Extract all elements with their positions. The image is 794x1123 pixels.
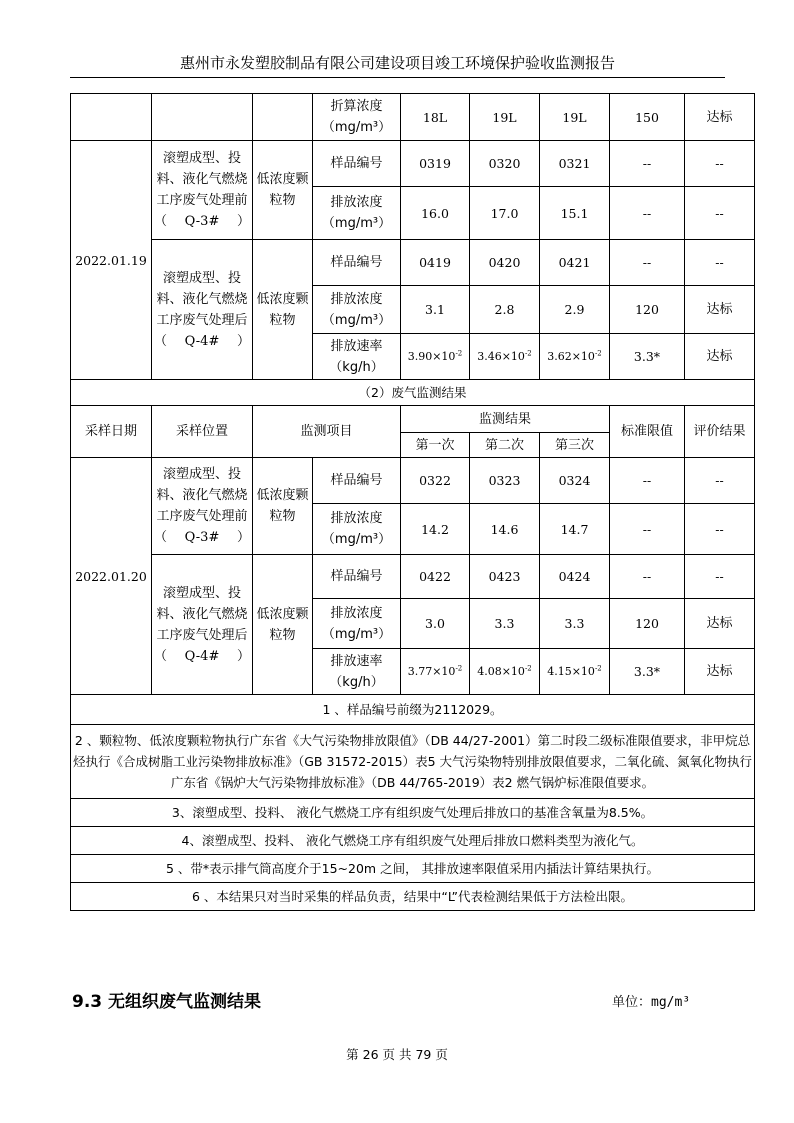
table-row [71,458,755,504]
item-label: 排放速率 [330,338,383,354]
limit-cell: 3.3* [610,334,685,380]
note-3: 3、滚塑成型、投料、 液化气燃烧工序有组织废气处理后排放口的基准含氧量为8.5%。 [71,799,755,827]
value-cell: 0324 [540,458,610,504]
limit-cell: 120 [610,286,685,334]
item-cell: 样品编号 [313,141,401,187]
header-location: 采样位置 [152,406,253,458]
empty-date-cell [71,94,152,141]
header-limit: 标准限值 [610,406,685,458]
note-row [71,725,755,799]
unit-label: （mg/m³） [321,626,392,642]
value-cell [470,649,540,695]
value-cell: 3.0 [401,599,470,649]
pollutant-cell: 低浓度颗粒物 [253,555,313,695]
result-cell: -- [685,555,755,599]
monitoring-table [70,93,755,911]
value-cell [470,334,540,380]
header-third: 第三次 [540,433,610,458]
limit-cell: -- [610,187,685,240]
value-cell: 14.7 [540,504,610,555]
limit-cell: -- [610,240,685,286]
location-cell: 滚塑成型、投料、液化气燃烧工序废气处理前（Q-3#） [152,141,253,240]
result-cell: 达标 [685,334,755,380]
header-evaluation: 评价结果 [685,406,755,458]
item-cell: 样品编号 [313,458,401,504]
value-cell: 0323 [470,458,540,504]
value-cell: 15.1 [540,187,610,240]
rate-mantissa: 3.77×10 [407,665,456,678]
section-heading: 9.3 无组织废气监测结果 [72,992,262,1012]
result-cell: -- [685,141,755,187]
item-cell [313,94,401,141]
value-cell: 3.1 [401,286,470,334]
value-cell [401,649,470,695]
result-cell: -- [685,187,755,240]
pollutant-cell: 低浓度颗粒物 [253,141,313,240]
item-cell [313,334,401,380]
table-row [71,555,755,599]
rate-mantissa: 4.15×10 [547,665,595,678]
value-cell: 16.0 [401,187,470,240]
item-cell [313,504,401,555]
value-cell: 19L [470,94,540,141]
empty-location-cell [152,94,253,141]
table-row [71,141,755,187]
value-cell: 0319 [401,141,470,187]
result-cell: 达标 [685,286,755,334]
limit-cell: 3.3* [610,649,685,695]
item-cell [313,649,401,695]
value-cell: 14.6 [470,504,540,555]
item-label: 排放浓度 [330,291,383,307]
item-cell: 样品编号 [313,555,401,599]
value-cell: 3.3 [470,599,540,649]
value-cell: 0321 [540,141,610,187]
note-row [71,695,755,725]
section-title: （2）废气监测结果 [71,380,755,406]
value-cell: 2.9 [540,286,610,334]
result-cell: 达标 [685,649,755,695]
location-cell: 滚塑成型、投料、液化气燃烧工序废气处理后（Q-4#） [152,555,253,695]
rate-exponent: -2 [455,349,463,358]
item-label: 排放浓度 [330,605,383,621]
pollutant-cell: 低浓度颗粒物 [253,458,313,555]
rate-mantissa: 3.62×10 [547,350,595,363]
unit-label: （mg/m³） [321,532,392,547]
location-cell: 滚塑成型、投料、液化气燃烧工序废气处理后（Q-4#） [152,240,253,380]
note-row [71,855,755,883]
table-row [71,380,755,406]
header-results: 监测结果 [401,406,610,433]
result-cell: -- [685,504,755,555]
result-cell: -- [685,458,755,504]
result-cell: -- [685,240,755,286]
empty-pollutant-cell [253,94,313,141]
unit-label: （mg/m³） [321,312,392,328]
rate-exponent: -2 [594,349,602,358]
limit-cell: -- [610,141,685,187]
value-cell: 0424 [540,555,610,599]
unit-label: （mg/m³） [321,120,392,135]
note-row [71,799,755,827]
header-second: 第二次 [470,433,540,458]
item-cell [313,599,401,649]
rate-mantissa: 4.08×10 [477,665,525,678]
header-first: 第一次 [401,433,470,458]
value-cell: 0419 [401,240,470,286]
value-cell [401,334,470,380]
note-6: 6 、本结果只对当时采集的样品负责，结果中“L”代表检测结果低于方法检出限。 [71,883,755,911]
sample-date-cell: 2022.01.19 [71,141,152,380]
value-cell: 18L [401,94,470,141]
note-5: 5 、带*表示排气筒高度介于15~20m 之间， 其排放速率限值采用内插法计算结果执行。 [71,855,755,883]
value-cell: 0422 [401,555,470,599]
value-cell: 17.0 [470,187,540,240]
unit-label: （kg/h） [329,359,384,375]
rate-exponent: -2 [524,349,532,358]
note-4: 4、滚塑成型、投料、 液化气燃烧工序有组织废气处理后排放口燃料类型为液化气。 [71,827,755,855]
header-item: 监测项目 [253,406,401,458]
limit-cell: -- [610,504,685,555]
item-cell: 样品编号 [313,240,401,286]
item-label: 排放速率 [330,653,383,669]
note-row [71,827,755,855]
value-cell: 0420 [470,240,540,286]
value-cell: 0423 [470,555,540,599]
item-label: 排放浓度 [330,511,383,526]
unit-label: （kg/h） [329,674,384,690]
table-row [71,94,755,141]
rate-exponent: -2 [594,664,602,673]
item-label: 排放浓度 [330,195,383,210]
item-cell [313,286,401,334]
item-label: 折算浓度 [330,99,383,114]
result-cell: 达标 [685,94,755,141]
limit-cell: 150 [610,94,685,141]
unit-label: （mg/m³） [321,216,392,231]
rate-mantissa: 3.46×10 [477,350,525,363]
rate-exponent: -2 [455,664,463,673]
page-header: 惠州市永发塑胶制品有限公司建设项目竣工环境保护验收监测报告 [179,54,615,72]
note-1: 1 、样品编号前缀为2112029。 [71,695,755,725]
note-2: 2 、颗粒物、低浓度颗粒物执行广东省《大气污染物排放限值》（DB 44/27-2001）第二时段二级标准限值要求，非甲烷总烃执行《合成树脂工业污染物排放标准》（GB 31572-2015）表5 大气污染物特别排放限值要求，二氧化硫、氮氧化物执行广东省《锅炉大气污染物排放标准》（DB 44/765-2019）表2 燃气锅炉标准限值要求。 [71,725,755,799]
sample-date-cell: 2022.01.20 [71,458,152,695]
value-cell: 2.8 [470,286,540,334]
rate-mantissa: 3.90×10 [407,350,456,363]
note-row [71,883,755,911]
value-cell: 14.2 [401,504,470,555]
header-date: 采样日期 [71,406,152,458]
value-cell: 0320 [470,141,540,187]
value-cell: 0421 [540,240,610,286]
value-cell [540,334,610,380]
limit-cell: -- [610,458,685,504]
limit-cell: -- [610,555,685,599]
unit-label: 单位：mg/m³ [612,995,691,1010]
result-cell: 达标 [685,599,755,649]
location-cell: 滚塑成型、投料、液化气燃烧工序废气处理前（Q-3#） [152,458,253,555]
limit-cell: 120 [610,599,685,649]
value-cell: 19L [540,94,610,141]
table-header-row [71,406,755,433]
item-cell [313,187,401,240]
value-cell: 3.3 [540,599,610,649]
page-number: 第 26 页 共 79 页 [346,1047,448,1062]
table-row [71,240,755,286]
rate-exponent: -2 [524,664,532,673]
value-cell: 0322 [401,458,470,504]
value-cell [540,649,610,695]
header-rule [70,77,725,78]
pollutant-cell: 低浓度颗粒物 [253,240,313,380]
